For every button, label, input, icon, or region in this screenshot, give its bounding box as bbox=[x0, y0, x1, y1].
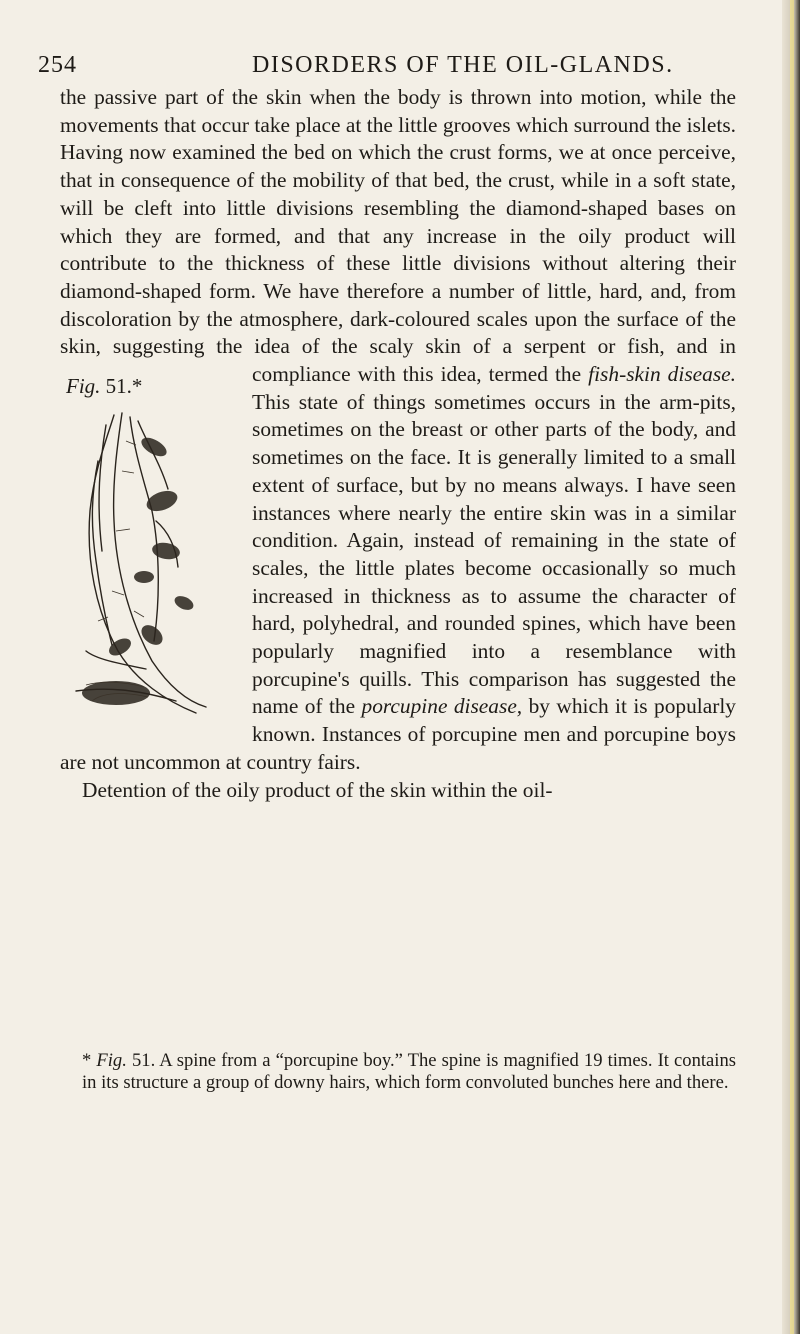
footnote-marker: * bbox=[82, 1050, 92, 1071]
body-text bbox=[60, 84, 736, 804]
paragraph-2: Detention of the oily product of the skin within the oil- bbox=[82, 777, 553, 802]
para1-mid: This state of things sometimes occurs in the arm-pits, sometimes on the breast or other parts of the body, and sometimes on the face. It is generally limited to a small extent of surface, but by no means always. I have seen instances where nearly the entire skin was in a similar condition. Again, instead of remaining in the state of scales, the little plates become occasionally so much increased in thickness as to assume the character of hard, polyhedral, and rounded spines, which have been popularly magnified into a resemblance with porcupine's quills. This comparison has suggested the name of the bbox=[252, 389, 736, 719]
figure-label bbox=[66, 373, 142, 401]
para1-before-fig: the passive part of the skin when the body is thrown into motion, while the movements that occur take place at the little grooves which surround the islets. Having now examined the bed on which the crust forms, we at once perceive, that in consequence of the mobility of that bed, the crust, while in a soft state, will be cleft into little divisions resembling the diamond-shaped bases on which they are formed, and that any increase in the oily product will contribute to the thickness of these little divisions without altering their diamond-shaped form. We have therefore a number of little, hard, and, from discoloration by the atmosphere, dark-coloured scales upon the surface of the skin, suggesting the idea of the scaly skin of a serpent or fish, and in compliance with this idea, termed the bbox=[60, 85, 736, 387]
figure-label-number: 51.* bbox=[105, 374, 143, 399]
page-edge bbox=[782, 0, 800, 1334]
para1-end: by which it is popularly known. Instances of porcupine men and porcupine boys are not uncommon at country fairs. bbox=[60, 694, 736, 774]
running-title: DISORDERS OF THE OIL-GLANDS. bbox=[252, 52, 674, 78]
footnote bbox=[60, 1050, 736, 1093]
porcupine-spine-illustration bbox=[56, 401, 226, 721]
page-edge-strip bbox=[790, 0, 794, 1334]
figure-51 bbox=[56, 367, 228, 729]
figure-label-prefix: Fig. bbox=[66, 374, 101, 399]
term-fish-skin-disease: fish-skin disease. bbox=[588, 362, 736, 387]
page-number: 254 bbox=[38, 52, 77, 78]
running-header bbox=[38, 52, 748, 86]
footnote-text: 51. A spine from a “porcupine boy.” The spine is magnified 19 times. It contains in its structure a group of downy hairs, which form convoluted bunches here and there. bbox=[82, 1050, 737, 1093]
paragraph-1 bbox=[60, 84, 736, 777]
footnote-fig-ref: Fig. bbox=[96, 1050, 127, 1071]
footnote-text-block bbox=[60, 1050, 736, 1093]
term-porcupine-disease: porcupine disease, bbox=[361, 694, 523, 719]
